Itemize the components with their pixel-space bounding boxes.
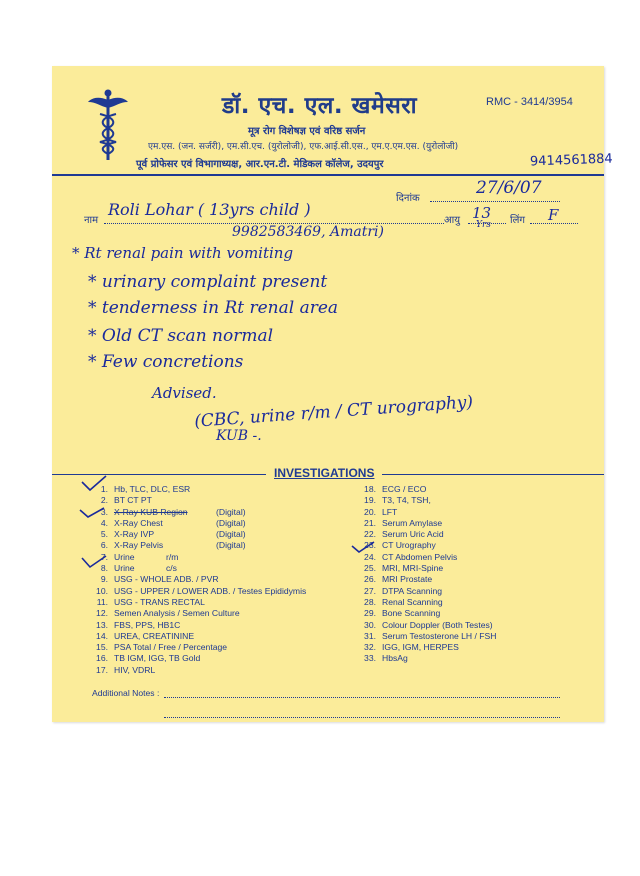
rmc-number: RMC - 3414/3954 [486,96,573,108]
investigation-item: 20. LFT [364,506,398,517]
investigation-item: 7. Urine r/m [100,551,179,562]
specialty: मूत्र रोग विशेषज्ञ एवं वरिष्ठ सर्जन [248,126,366,137]
investigation-item: 1. Hb, TLC, DLC, ESR [100,484,191,494]
investigation-item: 11. USG - TRANS RECTAL [96,596,205,607]
prescription-sheet [52,66,613,722]
sex-label: लिंग [510,215,525,226]
investigation-item: 3. X-Ray KUB Region (Digital) [100,506,246,517]
investigation-item: 16. TB IGM, IGG, TB Gold [96,653,201,664]
investigation-item: 25. MRI, MRI-Spine [364,563,444,574]
position: पूर्व प्रोफेसर एवं विभागाध्यक्ष, आर.एन.टी. मेडिकल कॉलेज, उदयपुर [136,159,384,170]
investigation-item: 4. X-Ray Chest (Digital) [100,517,246,528]
investigation-item: 8. Urine c/s [100,563,177,574]
investigation-item: 18. ECG / ECO [364,484,427,494]
clinical-note: * urinary complaint present [88,272,328,292]
caduceus-logo-icon [86,88,130,162]
header-divider [52,174,604,176]
age-value: 13 [472,204,492,222]
qualifications: एम.एस. (जन. सर्जरी), एम.सी.एच. (युरोलोजी), एफ.आई.सी.एस., एम.ए.एम.एस. (युरोलोजी) [148,142,459,152]
clinical-note: * Old CT scan normal [88,326,274,346]
additional-notes-label: Additional Notes : [92,688,160,698]
investigation-item: 10. USG - UPPER / LOWER ADB. / Testes Epididymis [96,585,307,596]
investigation-item: 32. IGG, IGM, HERPES [364,642,459,653]
investigation-item: 30. Colour Doppler (Both Testes) [364,619,493,630]
investigation-item: 31. Serum Testosterone LH / FSH [364,630,497,641]
investigation-item: 6. X-Ray Pelvis (Digital) [100,540,246,551]
date-value: 27/6/07 [476,178,542,198]
investigation-item: 27. DTPA Scanning [364,585,443,596]
checkmark-icon [78,504,108,520]
name-label: नाम [84,215,99,226]
investigation-item: 24. CT Abdomen Pelvis [364,551,458,562]
investigation-item: 13. FBS, PPS, HB1C [96,619,181,630]
contact-value: 9982583469, Amatri) [232,224,384,240]
age-unit: Yrs [476,220,491,230]
investigations-title: INVESTIGATIONS [274,466,375,480]
notes-line [164,697,560,698]
investigation-item: 17. HIV, VDRL [96,664,156,675]
investigation-item: 33. HbsAg [364,653,408,664]
checkmark-icon [350,540,376,554]
investigation-item: 23. CT Urography [364,540,436,551]
investigation-item: 12. Semen Analysis / Semen Culture [96,608,240,619]
sex-value: F [548,206,559,224]
date-line [430,201,560,202]
age-label: आयु [444,215,461,226]
investigation-item: 29. Bone Scanning [364,608,441,619]
investigation-item: 22. Serum Uric Acid [364,529,444,540]
advice-line: KUB -. [216,428,262,444]
investigation-item: 15. PSA Total / Free / Percentage [96,642,228,653]
handwritten-phone: 9414561884 [529,151,613,170]
checkmark-icon [78,474,108,494]
checkmark-icon [80,554,110,570]
investigation-item: 19. T3, T4, TSH, [364,495,431,506]
investigations-rule-right [382,474,604,475]
investigation-item: 14. UREA, CREATININE [96,630,195,641]
clinical-note: * Few concretions [88,352,244,372]
name-value: Roli Lohar ( 13yrs child ) [108,200,311,219]
advice-label: Advised. [152,384,217,402]
clinical-note: * tenderness in Rt renal area [88,298,339,318]
investigation-item: 5. X-Ray IVP (Digital) [100,529,246,540]
date-label: दिनांक [396,193,420,204]
investigation-item: 28. Renal Scanning [364,596,443,607]
investigation-item: 21. Serum Amylase [364,517,443,528]
clinical-note: * Rt renal pain with vomiting [72,244,294,262]
investigations-left-list [86,484,306,676]
investigations-right-list [354,484,496,665]
investigation-item: 2. BT CT PT [100,495,152,506]
doctor-name: डॉ. एच. एल. खमेसरा [222,93,418,119]
investigation-item: 9. USG - WHOLE ADB. / PVR [100,574,219,585]
investigation-item: 26. MRI Prostate [364,574,433,585]
notes-line [164,717,560,718]
advice-line: (CBC, urine r/m / CT urography) [193,392,474,432]
